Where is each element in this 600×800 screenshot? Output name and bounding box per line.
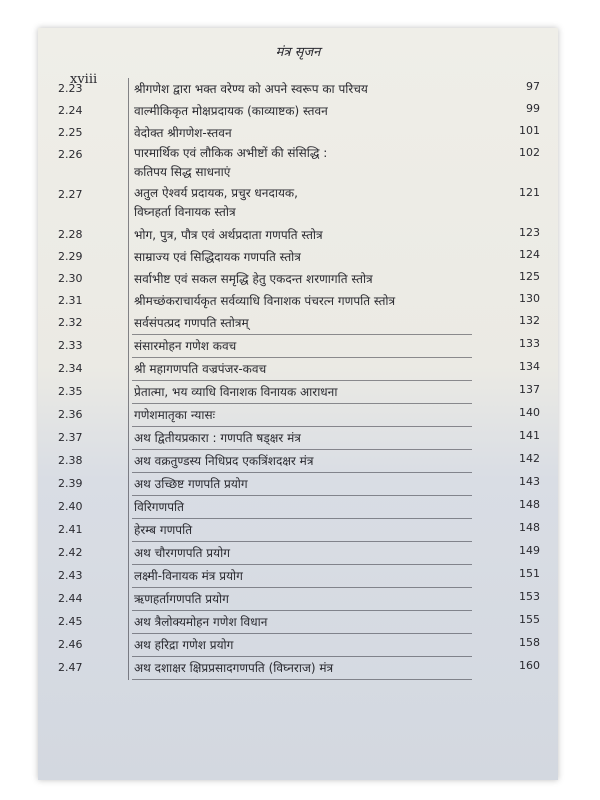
toc-section-number: 2.47	[58, 661, 83, 674]
toc-entry-title	[134, 496, 444, 518]
toc-page-number: 124	[519, 248, 540, 261]
toc-entry-title-line: सर्वाभीष्ट एवं सकल समृद्धि हेतु एकदन्त शरणागति स्तोत्र	[134, 272, 373, 286]
toc-entry-title	[134, 100, 444, 122]
toc-entry-title	[134, 122, 444, 144]
toc-entry-title	[134, 588, 444, 610]
toc-row	[58, 404, 600, 426]
toc-entry-title-line: सर्वसंपत्प्रद गणपति स्तोत्रम्	[134, 316, 249, 330]
toc-section-number: 2.31	[58, 294, 83, 307]
toc-section-number: 2.23	[58, 82, 83, 95]
toc-page-number: 140	[519, 406, 540, 419]
toc-entry-title	[134, 268, 444, 290]
toc-entry-title-line: अथ वक्रतुण्डस्य निधिप्रद एकत्रिंशदक्षर मंत्र	[134, 454, 314, 468]
column-divider	[128, 78, 129, 680]
toc-entry-title	[134, 224, 444, 246]
toc-section-number: 2.24	[58, 104, 83, 117]
toc-entry-title-line: वाल्मीकिकृत मोक्षप्रदायक (काव्याष्टक) स्तवन	[134, 104, 328, 118]
toc-row	[58, 224, 600, 246]
toc-section-number: 2.29	[58, 250, 83, 263]
toc-page-number: 158	[519, 636, 540, 649]
toc-entry-title-line: गणेशमातृका न्यासः	[134, 408, 215, 422]
page-number: xviii	[70, 72, 98, 87]
toc-entry-title-line: वेदोक्त श्रीगणेश-स्तवन	[134, 126, 232, 140]
toc-section-number: 2.45	[58, 615, 83, 628]
toc-entry-title	[134, 450, 444, 472]
toc-row	[58, 450, 600, 472]
toc-section-number: 2.36	[58, 408, 83, 421]
toc-entry-title	[134, 611, 444, 633]
toc-page-number: 153	[519, 590, 540, 603]
toc-entry-title-line: प्रेतात्मा, भय व्याधि विनाशक विनायक आराधना	[134, 385, 338, 399]
toc-page-number: 102	[519, 146, 540, 159]
toc-entry-title	[134, 473, 444, 495]
toc-section-number: 2.44	[58, 592, 83, 605]
toc-row	[58, 519, 600, 541]
toc-page-number: 142	[519, 452, 540, 465]
running-title: मंत्र सृजन	[275, 45, 321, 60]
toc-row	[58, 312, 600, 334]
toc-entry-title-line: संसारमोहन गणेश कवच	[134, 339, 237, 353]
toc-entry-title-line: अथ हरिद्रा गणेश प्रयोग	[134, 638, 234, 652]
toc-row	[58, 335, 600, 357]
toc-entry-title-line: विघ्नहर्ता विनायक स्तोत्र	[134, 205, 236, 219]
toc-row	[58, 473, 600, 495]
toc-page-number: 151	[519, 567, 540, 580]
toc-entry-title-line: अथ उच्छिष्ट गणपति प्रयोग	[134, 477, 248, 491]
toc-entry-title-line: श्रीगणेश द्वारा भक्त वरेण्य को अपने स्वरूप का परिचय	[134, 82, 368, 96]
toc-row	[58, 290, 600, 312]
toc-page-number: 141	[519, 429, 540, 442]
toc-page-number: 155	[519, 613, 540, 626]
toc-section-number: 2.39	[58, 477, 83, 490]
toc-row	[58, 122, 600, 144]
toc-entry-title-line: हेरम्ब गणपति	[134, 523, 193, 537]
toc-section-number: 2.30	[58, 272, 83, 285]
toc-entry-title	[134, 657, 444, 679]
toc-section-number: 2.46	[58, 638, 83, 651]
toc-entry-title-line: विरिगणपति	[134, 500, 184, 514]
toc-row	[58, 496, 600, 518]
toc-page-number: 99	[526, 102, 540, 115]
toc-entry-title	[134, 404, 444, 426]
toc-section-number: 2.28	[58, 228, 83, 241]
table-rule	[132, 679, 472, 680]
toc-page-number: 160	[519, 659, 540, 672]
toc-section-number: 2.38	[58, 454, 83, 467]
toc-row	[58, 184, 600, 224]
toc-entry-title	[134, 78, 444, 100]
toc-page-number: 123	[519, 226, 540, 239]
toc-row	[58, 100, 600, 122]
toc-page-number: 125	[519, 270, 540, 283]
toc-row	[58, 657, 600, 679]
toc-entry-title-line: लक्ष्मी-विनायक मंत्र प्रयोग	[134, 569, 243, 583]
toc-section-number: 2.42	[58, 546, 83, 559]
toc-entry-title	[134, 519, 444, 541]
toc-page-number: 143	[519, 475, 540, 488]
toc-entry-title-line: पारमार्थिक एवं लौकिक अभीष्टों की संसिद्धि :	[134, 146, 328, 160]
toc-page-number: 148	[519, 498, 540, 511]
toc-entry-title-line: अतुल ऐश्वर्य प्रदायक, प्रचुर धनदायक,	[134, 186, 298, 200]
toc-entry-title	[134, 290, 444, 312]
toc-entry-title-line: अथ दशाक्षर क्षिप्रप्रसादगणपति (विघ्नराज) मंत्र	[134, 661, 334, 675]
toc-row	[58, 542, 600, 564]
toc-page-number: 137	[519, 383, 540, 396]
toc-entry-title-line: साम्राज्य एवं सिद्धिदायक गणपति स्तोत्र	[134, 250, 301, 264]
toc-row	[58, 381, 600, 403]
toc-section-number: 2.25	[58, 126, 83, 139]
toc-page-number: 132	[519, 314, 540, 327]
toc-section-number: 2.34	[58, 362, 83, 375]
toc-entry-title	[134, 335, 444, 357]
toc-entry-title	[134, 542, 444, 564]
toc-entry-title-line: श्रीमच्छंकराचार्यकृत सर्वव्याधि विनाशक पंचरत्न गणपति स्तोत्र	[134, 294, 396, 308]
toc-page-number: 133	[519, 337, 540, 350]
toc-page-number: 101	[519, 124, 540, 137]
toc-row	[58, 358, 600, 380]
toc-page-number: 149	[519, 544, 540, 557]
toc-section-number: 2.41	[58, 523, 83, 536]
toc-section-number: 2.26	[58, 148, 83, 161]
toc-row	[58, 246, 600, 268]
toc-entry-title-line: भोग, पुत्र, पौत्र एवं अर्थप्रदाता गणपति स्तोत्र	[134, 228, 323, 242]
toc-page-number: 130	[519, 292, 540, 305]
toc-section-number: 2.40	[58, 500, 83, 513]
toc-row	[58, 427, 600, 449]
toc-row	[58, 634, 600, 656]
toc-page-number: 121	[519, 186, 540, 199]
toc-entry-title-line: अथ चौरगणपति प्रयोग	[134, 546, 230, 560]
toc-section-number: 2.27	[58, 188, 83, 201]
toc-entry-title	[134, 312, 444, 334]
toc-page-number: 97	[526, 80, 540, 93]
toc-page-number: 134	[519, 360, 540, 373]
toc-row	[58, 611, 600, 633]
toc-entry-title	[134, 565, 444, 587]
toc-entry-title	[134, 427, 444, 449]
toc-section-number: 2.43	[58, 569, 83, 582]
toc-section-number: 2.33	[58, 339, 83, 352]
book-page	[38, 28, 558, 780]
toc-row	[58, 588, 600, 610]
toc-row	[58, 565, 600, 587]
toc-section-number: 2.37	[58, 431, 83, 444]
toc-page-number: 148	[519, 521, 540, 534]
toc-entry-title-line: कतिपय सिद्ध साधनाएं	[134, 165, 231, 179]
toc-entry-title-line: अथ त्रैलोक्यमोहन गणेश विधान	[134, 615, 268, 629]
toc-entry-title-line: ऋणहर्तागणपति प्रयोग	[134, 592, 229, 606]
toc-entry-title-line: श्री महागणपति वज्रपंजर-कवच	[134, 362, 267, 376]
toc-section-number: 2.35	[58, 385, 83, 398]
toc-entry-title	[134, 381, 444, 403]
toc-entry-title	[134, 358, 444, 380]
toc-entry-title	[134, 144, 444, 182]
toc-entry-title	[134, 184, 444, 222]
toc-section-number: 2.32	[58, 316, 83, 329]
toc-entry-title	[134, 634, 444, 656]
toc-entry-title	[134, 246, 444, 268]
toc-row	[58, 268, 600, 290]
toc-entry-title-line: अथ द्वितीयप्रकारा : गणपति षड्क्षर मंत्र	[134, 431, 301, 445]
toc-row	[58, 144, 600, 184]
